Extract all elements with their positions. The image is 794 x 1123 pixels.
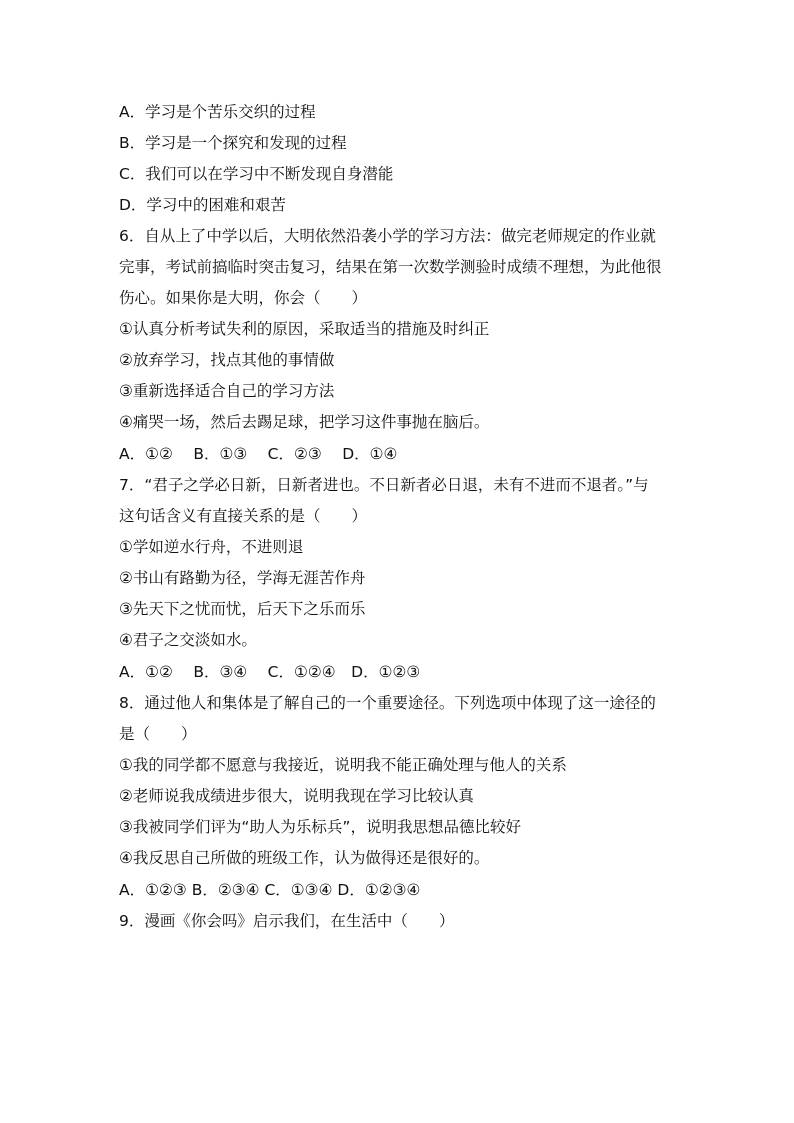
question-6-stem: 6．自从上了中学以后，大明依然沿袭小学的学习方法：做完老师规定的作业就 xyxy=(119,227,656,245)
statement-line: ③先天下之忧而忧，后天下之乐而乐 xyxy=(119,600,366,618)
statement-line: ②书山有路勤为径，学海无涯苦作舟 xyxy=(119,569,366,587)
statement-line: ②放弃学习，找点其他的事情做 xyxy=(119,351,335,369)
question-8-stem: 8．通过他人和集体是了解自己的一个重要途径。下列选项中体现了这一途径的 xyxy=(119,694,656,712)
statement-line: ①我的同学都不愿意与我接近，说明我不能正确处理与他人的关系 xyxy=(119,756,567,774)
answer-options: A．①②③ B．②③④ C．①③④ D．①②③④ xyxy=(119,881,421,899)
statement-line: ①认真分析考试失利的原因，采取适当的措施及时纠正 xyxy=(119,320,490,338)
statement-line: ③重新选择适合自己的学习方法 xyxy=(119,382,335,400)
statement-line: ①学如逆水行舟，不进则退 xyxy=(119,538,304,556)
question-7-stem: 7．“君子之学必日新，日新者进也。不日新者必日退，未有不进而不退者。”与 xyxy=(119,476,649,494)
statement-line: ③我被同学们评为“助人为乐标兵”，说明我思想品德比较好 xyxy=(119,818,521,836)
statement-line: ④我反思自己所做的班级工作，认为做得还是很好的。 xyxy=(119,849,490,867)
question-7-stem: 这句话含义有直接关系的是（ ） xyxy=(119,507,368,525)
statement-line: ④痛哭一场，然后去踢足球，把学习这件事抛在脑后。 xyxy=(119,413,490,431)
answer-options: A．①② B．①③ C．②③ D．①④ xyxy=(119,445,398,463)
question-6-stem: 完事，考试前搞临时突击复习，结果在第一次数学测验时成绩不理想，为此他很 xyxy=(119,258,662,276)
statement-line: ②老师说我成绩进步很大，说明我现在学习比较认真 xyxy=(119,787,474,805)
question-6-stem: 伤心。如果你是大明，你会（ ） xyxy=(119,289,368,307)
question-9-stem: 9．漫画《你会吗》启示我们，在生活中（ ） xyxy=(119,912,455,930)
option-line: D．学习中的困难和艰苦 xyxy=(119,196,286,214)
statement-line: ④君子之交淡如水。 xyxy=(119,631,257,649)
option-line: A．学习是个苦乐交织的过程 xyxy=(119,103,316,121)
option-line: C．我们可以在学习中不断发现自身潜能 xyxy=(119,165,394,183)
option-line: B．学习是一个探究和发现的过程 xyxy=(119,134,347,152)
question-8-stem: 是（ ） xyxy=(119,725,197,743)
answer-options: A．①② B．③④ C．①②④ D．①②③ xyxy=(119,663,421,681)
